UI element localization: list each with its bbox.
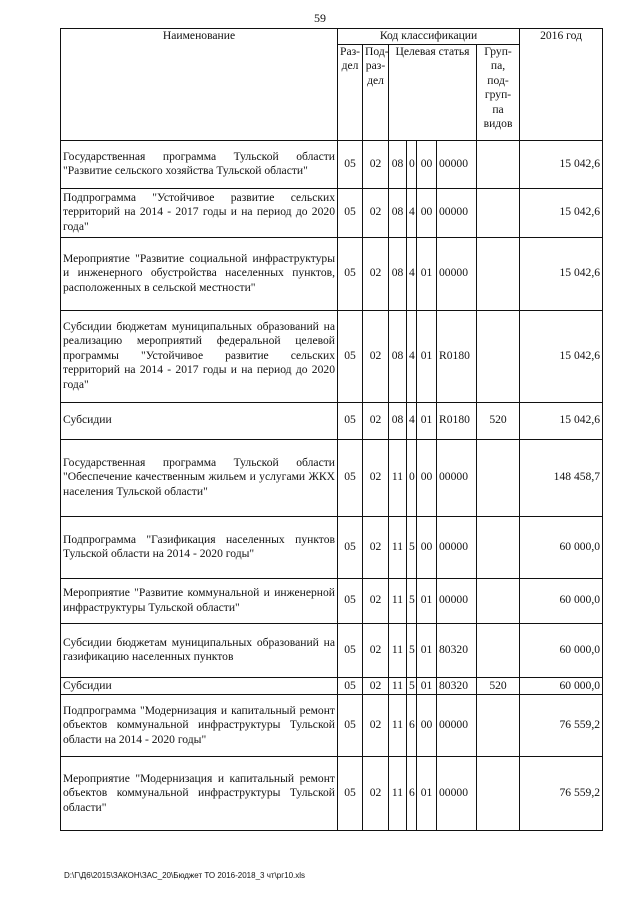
- row-amount: 60 000,0: [520, 516, 603, 578]
- row-name: Мероприятие "Развитие социальной инфраструктуры и инженерного обустройства населенных пунктов, расположенных в сельской местности": [61, 237, 338, 310]
- row-target-event: 00: [417, 140, 437, 188]
- row-target-direction: 00000: [437, 578, 477, 623]
- header-classification-code: Код классификации: [338, 29, 520, 45]
- row-podrazdel: 02: [363, 439, 389, 516]
- row-target-program: 11: [389, 623, 407, 677]
- row-target-program: 11: [389, 578, 407, 623]
- row-razdel: 05: [338, 188, 363, 237]
- header-podrazdel: Под- раз- дел: [363, 44, 389, 140]
- row-expense-group: 520: [477, 677, 520, 695]
- table-row: [61, 757, 603, 831]
- table-row: [61, 578, 603, 623]
- row-expense-group: 520: [477, 402, 520, 439]
- footer-file-path: D:\Г\Д6\2015\ЗАКОН\ЗАС_20\Бюджет ТО 2016-2018_3 чт\рг10.xls: [64, 871, 306, 880]
- row-expense-group: [477, 695, 520, 757]
- row-target-program: 11: [389, 757, 407, 831]
- row-target-event: 00: [417, 188, 437, 237]
- row-podrazdel: 02: [363, 188, 389, 237]
- row-target-direction: R0180: [437, 310, 477, 402]
- row-amount: 148 458,7: [520, 439, 603, 516]
- row-target-program: 08: [389, 140, 407, 188]
- row-name: Подпрограмма "Газификация населенных пунктов Тульской области на 2014 - 2020 годы": [61, 516, 338, 578]
- row-amount: 60 000,0: [520, 677, 603, 695]
- row-expense-group: [477, 578, 520, 623]
- row-razdel: 05: [338, 237, 363, 310]
- row-amount: 15 042,6: [520, 402, 603, 439]
- row-razdel: 05: [338, 402, 363, 439]
- row-expense-group: [477, 757, 520, 831]
- row-podrazdel: 02: [363, 695, 389, 757]
- row-name: Субсидии: [61, 402, 338, 439]
- row-target-event: 01: [417, 677, 437, 695]
- table-row: [61, 237, 603, 310]
- table-row: [61, 402, 603, 439]
- row-podrazdel: 02: [363, 757, 389, 831]
- row-target-event: 01: [417, 578, 437, 623]
- row-target-program: 11: [389, 439, 407, 516]
- table-row: [61, 677, 603, 695]
- row-target-subprogram: 5: [407, 578, 417, 623]
- row-target-program: 11: [389, 695, 407, 757]
- row-target-event: 01: [417, 310, 437, 402]
- row-razdel: 05: [338, 140, 363, 188]
- row-amount: 76 559,2: [520, 757, 603, 831]
- row-target-event: 01: [417, 237, 437, 310]
- row-amount: 15 042,6: [520, 188, 603, 237]
- row-name: Субсидии бюджетам муниципальных образований на газификацию населенных пунктов: [61, 623, 338, 677]
- header-name: Наименование: [61, 29, 338, 141]
- row-target-subprogram: 0: [407, 439, 417, 516]
- row-target-direction: 80320: [437, 677, 477, 695]
- row-target-event: 01: [417, 623, 437, 677]
- row-target-subprogram: 0: [407, 140, 417, 188]
- row-podrazdel: 02: [363, 237, 389, 310]
- row-name: Подпрограмма "Модернизация и капитальный ремонт объектов коммунальной инфраструктуры Тульской области на 2014 - 2020 годы": [61, 695, 338, 757]
- budget-table: [60, 28, 603, 831]
- row-target-program: 08: [389, 237, 407, 310]
- row-expense-group: [477, 188, 520, 237]
- table-row: [61, 439, 603, 516]
- row-razdel: 05: [338, 439, 363, 516]
- row-amount: 15 042,6: [520, 310, 603, 402]
- header-expense-group: Груп- па, под- груп- па видов: [477, 44, 520, 140]
- row-target-event: 00: [417, 439, 437, 516]
- table-row: [61, 140, 603, 188]
- row-amount: 60 000,0: [520, 578, 603, 623]
- row-target-event: 00: [417, 695, 437, 757]
- table-row: [61, 623, 603, 677]
- row-podrazdel: 02: [363, 402, 389, 439]
- row-target-subprogram: 6: [407, 695, 417, 757]
- table-row: [61, 695, 603, 757]
- row-target-subprogram: 4: [407, 237, 417, 310]
- row-razdel: 05: [338, 695, 363, 757]
- row-razdel: 05: [338, 677, 363, 695]
- row-target-event: 01: [417, 402, 437, 439]
- table-body: [61, 140, 603, 831]
- row-target-subprogram: 4: [407, 188, 417, 237]
- row-target-event: 01: [417, 757, 437, 831]
- row-target-direction: R0180: [437, 402, 477, 439]
- row-razdel: 05: [338, 623, 363, 677]
- row-target-direction: 80320: [437, 623, 477, 677]
- row-target-program: 11: [389, 516, 407, 578]
- row-target-direction: 00000: [437, 140, 477, 188]
- row-razdel: 05: [338, 757, 363, 831]
- row-target-program: 11: [389, 677, 407, 695]
- row-name: Субсидии: [61, 677, 338, 695]
- row-name: Государственная программа Тульской области "Обеспечение качественным жильем и услугами ЖКХ населения Тульской области": [61, 439, 338, 516]
- table-row: [61, 188, 603, 237]
- row-podrazdel: 02: [363, 516, 389, 578]
- row-target-direction: 00000: [437, 188, 477, 237]
- row-podrazdel: 02: [363, 310, 389, 402]
- row-expense-group: [477, 516, 520, 578]
- row-target-subprogram: 5: [407, 623, 417, 677]
- header-razdel: Раз- дел: [338, 44, 363, 140]
- row-target-direction: 00000: [437, 695, 477, 757]
- row-target-program: 08: [389, 310, 407, 402]
- row-target-subprogram: 5: [407, 516, 417, 578]
- row-razdel: 05: [338, 578, 363, 623]
- row-podrazdel: 02: [363, 578, 389, 623]
- row-name: Субсидии бюджетам муниципальных образований на реализацию мероприятий федеральной целевой программы "Устойчивое развитие сельских территорий на 2014 - 2017 годы и на период до 2020 года": [61, 310, 338, 402]
- row-target-program: 08: [389, 188, 407, 237]
- row-razdel: 05: [338, 516, 363, 578]
- row-podrazdel: 02: [363, 140, 389, 188]
- row-podrazdel: 02: [363, 623, 389, 677]
- row-target-subprogram: 5: [407, 677, 417, 695]
- row-target-subprogram: 4: [407, 402, 417, 439]
- row-amount: 60 000,0: [520, 623, 603, 677]
- row-expense-group: [477, 237, 520, 310]
- row-expense-group: [477, 623, 520, 677]
- row-amount: 15 042,6: [520, 140, 603, 188]
- header-year: 2016 год: [520, 29, 603, 141]
- row-amount: 15 042,6: [520, 237, 603, 310]
- row-target-program: 08: [389, 402, 407, 439]
- row-name: Мероприятие "Развитие коммунальной и инженерной инфраструктуры Тульской области": [61, 578, 338, 623]
- row-expense-group: [477, 439, 520, 516]
- table-row: [61, 516, 603, 578]
- row-podrazdel: 02: [363, 677, 389, 695]
- page-number: 59: [314, 11, 326, 25]
- row-target-subprogram: 6: [407, 757, 417, 831]
- table-row: [61, 310, 603, 402]
- row-target-direction: 00000: [437, 439, 477, 516]
- row-amount: 76 559,2: [520, 695, 603, 757]
- row-name: Мероприятие "Модернизация и капитальный ремонт объектов коммунальной инфраструктуры Тульской области": [61, 757, 338, 831]
- row-target-event: 00: [417, 516, 437, 578]
- row-target-subprogram: 4: [407, 310, 417, 402]
- row-target-direction: 00000: [437, 757, 477, 831]
- header-target-article: Целевая статья: [389, 44, 477, 140]
- row-name: Подпрограмма "Устойчивое развитие сельских территорий на 2014 - 2017 годы и на период до 2020 года": [61, 188, 338, 237]
- row-razdel: 05: [338, 310, 363, 402]
- row-target-direction: 00000: [437, 516, 477, 578]
- row-expense-group: [477, 310, 520, 402]
- row-name: Государственная программа Тульской области "Развитие сельского хозяйства Тульской области": [61, 140, 338, 188]
- row-expense-group: [477, 140, 520, 188]
- row-target-direction: 00000: [437, 237, 477, 310]
